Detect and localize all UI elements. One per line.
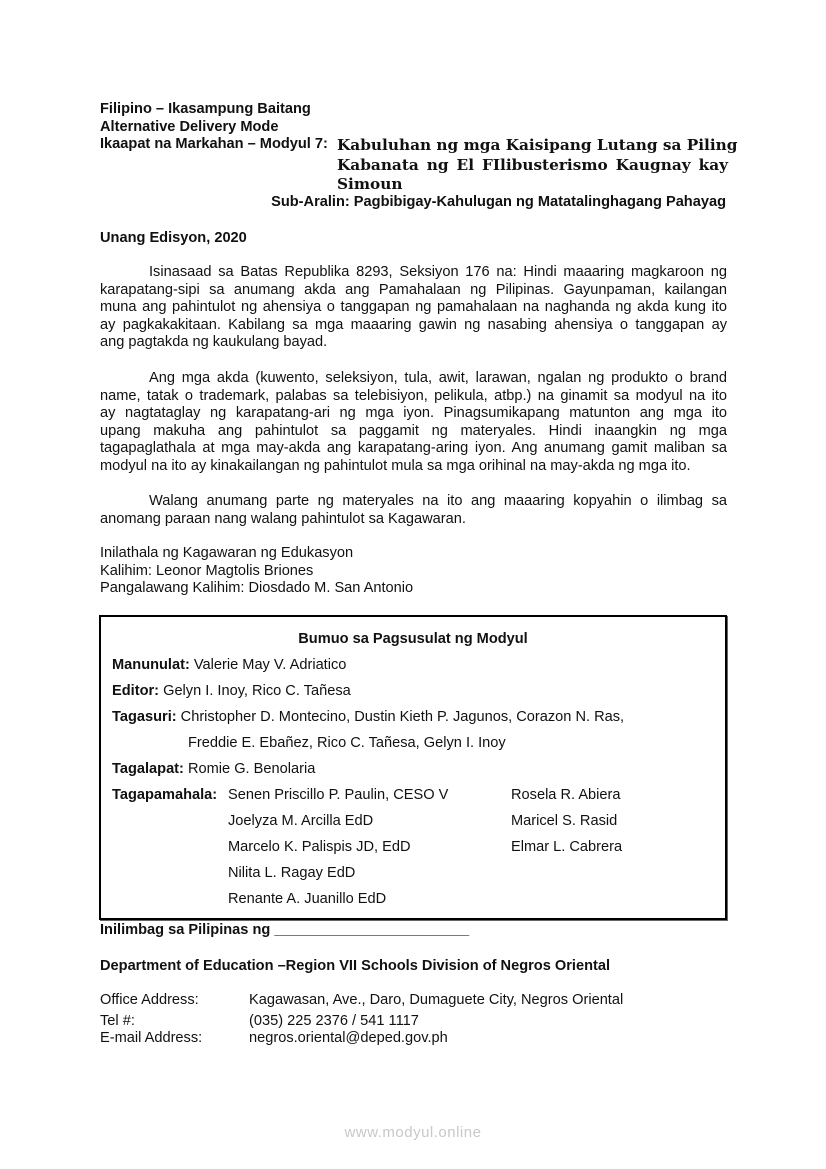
paragraph-line: anomang paraan nang walang pahintulot sa Kagawaran. <box>100 510 466 527</box>
paragraph-line: ang pagtakda ng kaukulang bayad. <box>100 334 328 350</box>
tagapamahala-member: Rosela R. Abiera <box>511 787 621 803</box>
sub-aralin: Sub-Aralin: Pagbibigay-Kahulugan ng Matatalinghagang Pahayag <box>271 194 726 210</box>
office-address: Kagawasan, Ave., Daro, Dumaguete City, Negros Oriental <box>249 992 624 1008</box>
tagapamahala-member: Nilita L. Ragay EdD <box>228 865 356 881</box>
paragraph-line: muna ang pahintulot ng ahensiya o tanggapan ng pamahalaan na naghanda ng akda kung ito <box>100 299 727 315</box>
tel-label: Tel #: <box>100 1013 135 1029</box>
undersecretary: Pangalawang Kalihim: Diosdado M. San Antonio <box>100 580 414 596</box>
published-by: Inilathala ng Kagawaran ng Edukasyon <box>100 545 354 561</box>
paragraph-line: karapatang-sipi sa anumang akda ang Pamahalaan ng Pilipinas. Gayunpaman, kailangan <box>100 281 727 298</box>
credits-title: Bumuo sa Pagsusulat ng Modyul <box>298 631 528 647</box>
tagapamahala-member: Maricel S. Rasid <box>511 813 618 829</box>
credit-label: Manunulat: <box>112 657 190 673</box>
credit-value: Valerie May V. Adriatico <box>193 657 347 673</box>
credit-label: Editor: <box>112 683 160 699</box>
tagapamahala-member: Senen Priscillo P. Paulin, CESO V <box>228 787 449 803</box>
credit-label: Tagasuri: <box>112 709 177 725</box>
credit-value: Christopher D. Montecino, Dustin Kieth P. Jagunos, Corazon N. Ras, <box>180 709 625 725</box>
credit-label-tagapamahala: Tagapamahala: <box>112 787 218 803</box>
credit-label: Tagalapat: <box>112 761 184 777</box>
module-title-line-3: Simoun <box>337 175 403 193</box>
paragraph-line: modyul na ito ay kinakailangan ng pahintulot mula sa mga orihinal na may-akda ng mga ito. <box>100 457 691 474</box>
tel-number: (035) 225 2376 / 541 1117 <box>249 1013 419 1029</box>
credit-tagalapat <box>112 761 315 778</box>
paragraph-line: tagapaglathala at mga may-akda ang karapatang-aring iyon. Ang anumang gamit maliban sa <box>100 440 727 456</box>
credits-box <box>99 615 727 920</box>
paragraph-line: ay pagkakakitaan. Kabilang sa mga maaaring gawin ng nasabing ahensiya o tanggapan ay <box>100 316 727 333</box>
credit-editor <box>112 683 351 700</box>
edition: Unang Edisyon, 2020 <box>100 230 247 246</box>
credit-value: Gelyn I. Inoy, Rico C. Tañesa <box>163 683 351 699</box>
paragraph-line: name, tatak o trademark, palabas sa telebisiyon, pelikula, atbp.) na ginamit sa modyul na ito <box>100 387 727 404</box>
secretary: Kalihim: Leonor Magtolis Briones <box>100 563 314 579</box>
paragraph-line: Ang mga akda (kuwento, seleksiyon, tula, awit, larawan, ngalan ng produkto o brand <box>149 370 727 386</box>
tagapamahala-member: Joelyza M. Arcilla EdD <box>228 813 374 829</box>
module-title-line-2: Kabanata ng El FIlibusterismo Kaugnay kay <box>337 156 728 174</box>
tagapamahala-member: Marcelo K. Palispis JD, EdD <box>228 839 411 855</box>
module-title-line-1: Kabuluhan ng mga Kaisipang Lutang sa Piling <box>337 136 738 154</box>
credit-tagasuri <box>112 709 624 726</box>
email-label: E-mail Address: <box>100 1030 203 1046</box>
tagapamahala-member: Elmar L. Cabrera <box>511 839 623 855</box>
copyright-paragraph-3 <box>100 493 727 528</box>
watermark: www.modyul.online <box>344 1124 482 1141</box>
paragraph-line: upang makuha ang pahintulot sa paggamit ng materyales. Hindi inaangkin ng mga <box>100 422 727 439</box>
office-address-label: Office Address: <box>100 992 199 1008</box>
credit-tagasuri-continued: Freddie E. Ebañez, Rico C. Tañesa, Gelyn I. Inoy <box>188 735 506 751</box>
email-address: negros.oriental@deped.gov.ph <box>249 1030 448 1046</box>
credit-manunulat <box>112 657 346 674</box>
printed-in: Inilimbag sa Pilipinas ng ________________________ <box>100 922 470 938</box>
credit-value: Romie G. Benolaria <box>187 761 316 777</box>
subject-grade: Filipino – Ikasampung Baitang <box>100 101 311 117</box>
department: Department of Education –Region VII Schools Division of Negros Oriental <box>100 958 611 974</box>
delivery-mode: Alternative Delivery Mode <box>100 119 279 135</box>
paragraph-line: ay nagtataglay ng karapatang-ari ng mga iyon. Pinagsumikapang matunton ang mga ito <box>100 405 727 421</box>
copyright-paragraph-1 <box>100 264 727 352</box>
tagapamahala-member: Renante A. Juanillo EdD <box>228 891 387 907</box>
paragraph-line: Isinasaad sa Batas Republika 8293, Seksiyon 176 na: Hindi maaaring magkaroon ng <box>149 264 727 280</box>
paragraph-line: Walang anumang parte ng materyales na ito ang maaaring kopyahin o ilimbag sa <box>149 493 727 509</box>
quarter-module-label: Ikaapat na Markahan – Modyul 7: <box>100 136 328 152</box>
copyright-paragraph-2 <box>100 370 727 475</box>
